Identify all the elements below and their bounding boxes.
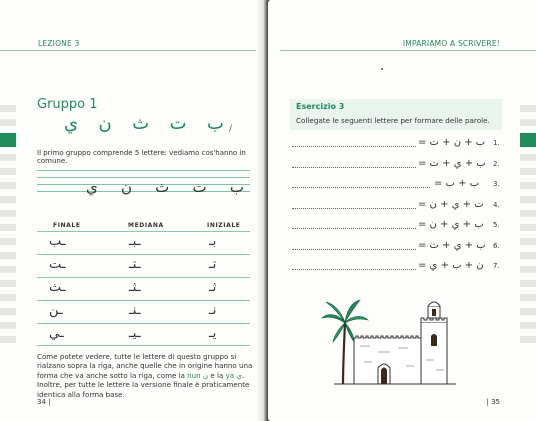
answer-line[interactable] (292, 187, 430, 188)
table-row: ـن ـنـ نـ (37, 300, 250, 323)
stray-dot (381, 68, 383, 70)
letter-nun: ن (98, 113, 112, 134)
exercise-item: ب + ب = 3. (292, 178, 504, 194)
letters-big (64, 113, 224, 134)
col-head-mediana: MEDIANA (128, 222, 164, 229)
edge-tabs-left (0, 105, 16, 350)
exercise-box (290, 99, 502, 130)
col-head-finale: FINALE (53, 222, 81, 229)
letter-forms-table (37, 231, 250, 346)
palm-tree-and-mosque-icon (320, 296, 470, 386)
highlight-nun: nun ن (187, 370, 209, 380)
letter-ya: ي (64, 113, 79, 134)
intro-text: Il primo gruppo comprende 5 lettere: vediamo cos'hanno in comune. (37, 149, 246, 165)
exercise-item: ب + ي + ت = 6. (292, 240, 504, 256)
highlight-ya: ya ي (225, 370, 242, 380)
header-rule (0, 50, 256, 51)
edge-tabs-right (520, 105, 536, 350)
exercise-item: ب + ي + ت = 2. (292, 158, 504, 174)
page-number-left: 34 | (37, 398, 51, 406)
letter-ta: ت (169, 113, 187, 134)
header-rule (280, 50, 536, 51)
group-title: Gruppo 1 (37, 97, 98, 112)
exercise-item: ب + ن + ت = 1. (292, 137, 504, 153)
answer-line[interactable] (292, 208, 416, 209)
right-page (268, 0, 536, 421)
exercise-instruction: Collegate le seguenti lettere per formare delle parole. (296, 116, 490, 125)
page-number-right: | 35 (486, 398, 500, 406)
exercise-item: ب + ي + ن = 5. (292, 219, 504, 235)
letter-ba: ب (207, 113, 224, 134)
answer-line[interactable] (292, 269, 416, 270)
answer-line[interactable] (292, 146, 416, 147)
exercise-item: ن + ب + ي = 7. (292, 260, 504, 276)
answer-line[interactable] (292, 167, 416, 168)
exercise-title: Esercizio 3 (296, 102, 345, 111)
table-row: ـث ـثـ ثـ (37, 277, 250, 300)
letter-tha: ث (132, 113, 150, 134)
answer-line[interactable] (292, 249, 416, 250)
table-row: ـي ـيـ يـ (37, 323, 250, 346)
table-row: ـت ـتـ تـ (37, 254, 250, 277)
exercise-item: ت + ي + ن = 4. (292, 199, 504, 215)
lesson-header: LEZIONE 3 (38, 39, 80, 48)
letters-on-lines: ي ن ث ت ب (86, 178, 244, 196)
left-page (0, 0, 264, 421)
slash-mark: / (229, 124, 233, 134)
table-row: ـب ـبـ بـ (37, 231, 250, 254)
chapter-header: IMPARIAMO A SCRIVERE! (402, 39, 500, 48)
col-head-iniziale: INIZIALE (207, 222, 241, 229)
explanation-paragraph: Come potete vedere, tutte le lettere di questo gruppo si rialzano sopra la riga, anche quelle che in origine hanno una forma che va anche sotto la riga, come la nun ن e la ya ي. Inoltre, per tutte le lettere la versione finale è praticamente identica alla forma base. (37, 352, 253, 399)
answer-line[interactable] (292, 228, 416, 229)
